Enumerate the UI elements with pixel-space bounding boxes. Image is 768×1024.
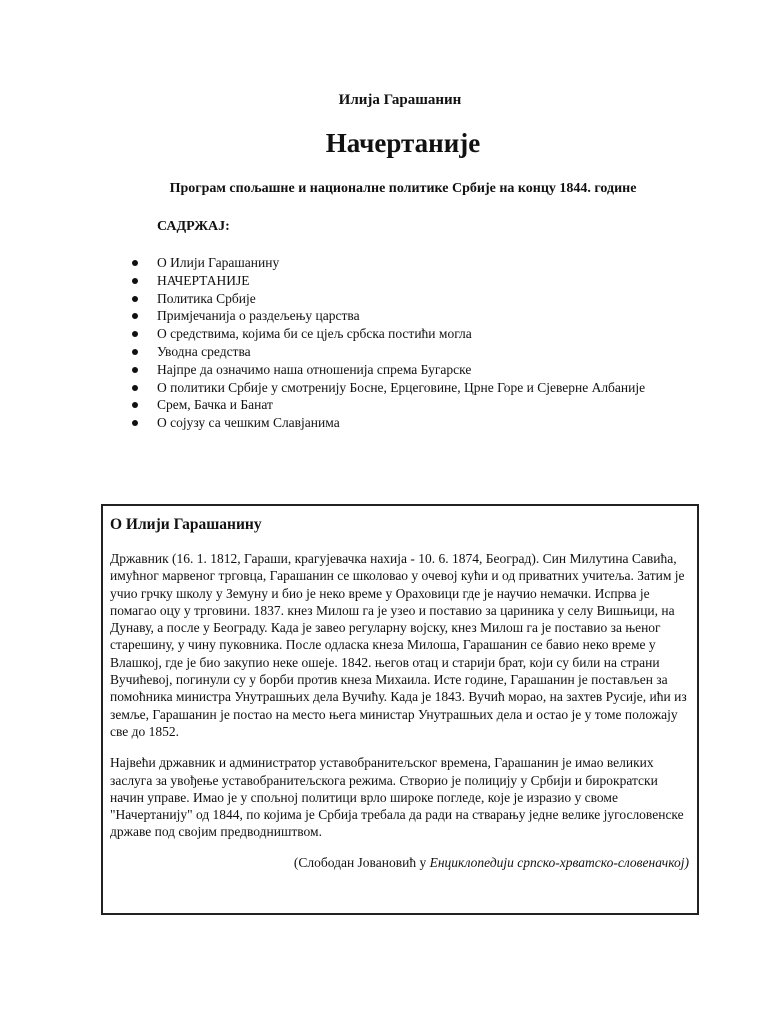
citation-work: Енциклопедији српско-хрватско-словеначкој) [429,854,689,870]
toc-item[interactable] [132,414,712,432]
toc-item-label: О средствима, којима би се цјељ србска постићи могла [157,326,472,342]
biography-paragraph: Државник (16. 1. 1812, Гараши, крагујевачка нахија - 10. 6. 1874, Београд). Син Милутина Савића, имућног марвеног трговца, Гарашанин се школовао у очевој кући и од приватних учитеља. Затим је учио грчку школу у Земуну и био је неко време у Ораховици где је научио немачки. Испрва је помагао оцу у трговини. 1837. кнез Милош га је узео и поставио за цариника у селу Вишњици, на Дунаву, а после у Београду. Када је завео регуларну војску, кнез Милош га је поставио за њеног старешину, у чину пуковника. После одласка кнеза Милоша, Гарашанин се бавио неко време у Влашкој, где је био закупио неке ошеје. 1842. његов отац и старији брат, који су били на страни Вучићевој, погинули су у борби против кнеза Михаила. Исте године, Гарашанин је постављен за помоћника министра Унутрашњих дела Вучићу. Када је 1843. Вучић морао, на захтев Русије, ићи из земље, Гарашанин је постао на место њега министар Унутрашњих дела и остао је у томе положају све до 1852. [110,551,687,739]
citation-author: (Слободан Јовановић у [293,854,430,870]
toc-item-label: НАЧЕРТАНИЈЕ [157,272,250,288]
biography-heading: О Илији Гарашанину [110,516,262,533]
bullet-icon [132,367,138,373]
toc-item[interactable] [132,254,712,272]
toc-heading: САДРЖАЈ: [157,219,230,234]
toc-item-label: Најпре да означимо наша отношенија спрема Бугарске [157,361,472,377]
toc-item-label: О сојузу са чешким Славјанима [157,415,340,431]
toc-item[interactable] [132,307,712,325]
toc-item-label: Политика Србије [157,290,256,306]
bullet-icon [132,402,138,408]
bullet-icon [132,260,138,266]
bullet-icon [132,313,138,319]
bullet-icon [132,385,138,391]
bullet-icon [132,331,138,337]
document-author: Илија Гарашанин [338,92,462,108]
toc-item-label: Срем, Бачка и Банат [157,397,273,413]
bullet-icon [132,349,138,355]
bullet-icon [132,420,138,426]
biography-paragraph: Највећи државник и администратор уставобранитељског времена, Гарашанин је имао великих заслуга за увођење уставобранитељскога режима. Створио је полицију у Србији и бирократски начин управе. Имао је у спољној политици врло широке погледе, које је изразио у своме "Начертанију" од 1844, по којима је Србија требала да ради на стварању једне велике југословенске државе под својим предводништвом. [110,755,684,840]
biography-box [101,504,699,915]
toc-item[interactable] [132,272,712,290]
toc-item-label: Уводна средства [157,343,251,359]
bullet-icon [132,278,138,284]
toc-list [132,254,712,432]
toc-item[interactable] [132,361,712,379]
toc-item-label: О Илији Гарашанину [157,255,280,270]
document-subtitle: Програм спољашне и националне политике Србије на концу 1844. године [169,181,637,196]
toc-item-label: Примјечанија о раздељењу царства [157,308,360,324]
toc-item[interactable] [132,379,712,397]
toc-item-label: О политики Србије у смотренију Босне, Ерцеговине, Црне Горе и Сјеверне Албаније [157,379,646,395]
bullet-icon [132,296,138,302]
biography-citation [110,855,691,871]
toc-item[interactable] [132,396,712,414]
toc-item[interactable] [132,343,712,361]
toc-item[interactable] [132,290,712,308]
document-title: Начертаније [325,128,481,158]
toc-item[interactable] [132,325,712,343]
